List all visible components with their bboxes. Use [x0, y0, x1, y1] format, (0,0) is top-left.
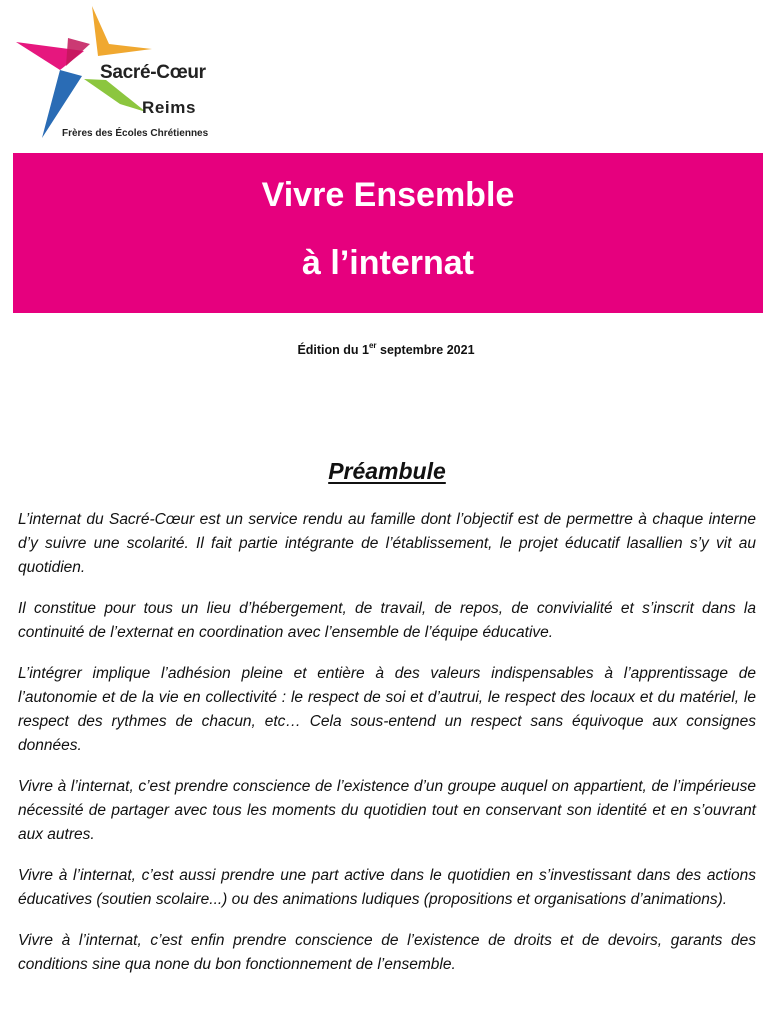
banner-title-line1: Vivre Ensemble — [261, 176, 515, 214]
paragraph: Vivre à l’internat, c’est prendre conscience de l’existence d’un groupe auquel on appartient, de l’impérieuse nécessité de partager avec tous les moments du quotidien tout en conservant son identité et en s’ouvrant aux autres. — [18, 778, 756, 843]
edition-date — [0, 343, 772, 357]
edition-prefix: Édition du 1 — [297, 343, 369, 357]
logo-subtitle: Frères des Écoles Chrétiennes — [62, 128, 209, 139]
edition-suffix: septembre 2021 — [376, 343, 475, 357]
paragraph: Vivre à l’internat, c’est aussi prendre une part active dans le quotidien en s’investissant dans des actions éducatives (soutien scolaire...) ou des animations ludiques (propositions et organisations d’animations). — [18, 867, 756, 908]
paragraph: L’internat du Sacré-Cœur est un service rendu au famille dont l’objectif est de permettre à chaque interne d’y suivre une scolarité. Il fait partie intégrante de l’établissement, le projet éducatif lasallien s’y vit au quotidien. — [18, 511, 756, 576]
banner-title-line2: à l’internat — [302, 244, 474, 282]
paragraph: Il constitue pour tous un lieu d’hébergement, de travail, de repos, de convivialité et s’inscrit dans la continuité de l’externat en coordination avec l’ensemble de l’équipe éducative. — [18, 600, 756, 641]
section-title: Préambule — [328, 458, 446, 484]
logo-school-name: Sacré-Cœur — [100, 62, 206, 83]
star-orange-stroke — [92, 6, 152, 56]
star-magenta-stroke — [66, 38, 90, 66]
paragraph: Vivre à l’internat, c’est enfin prendre conscience de l’existence de droits et de devoirs, garants des conditions sine qua none du bon fonctionnement de l’ensemble. — [18, 932, 756, 973]
title-banner — [13, 153, 763, 313]
edition-ordinal: er — [368, 341, 377, 350]
preamble-body — [18, 508, 756, 994]
logo-city: Reims — [142, 98, 197, 117]
school-logo — [12, 4, 242, 144]
paragraph: L’intégrer implique l’adhésion pleine et entière à des valeurs indispensables à l’apprentissage de l’autonomie et de la vie en collectivité : le respect de soi et d’autrui, le respect des locaux et du matériel, le respect des rythmes de chacun, etc… Cela sous-entend un respect sans équivoque aux consignes données. — [18, 665, 756, 754]
